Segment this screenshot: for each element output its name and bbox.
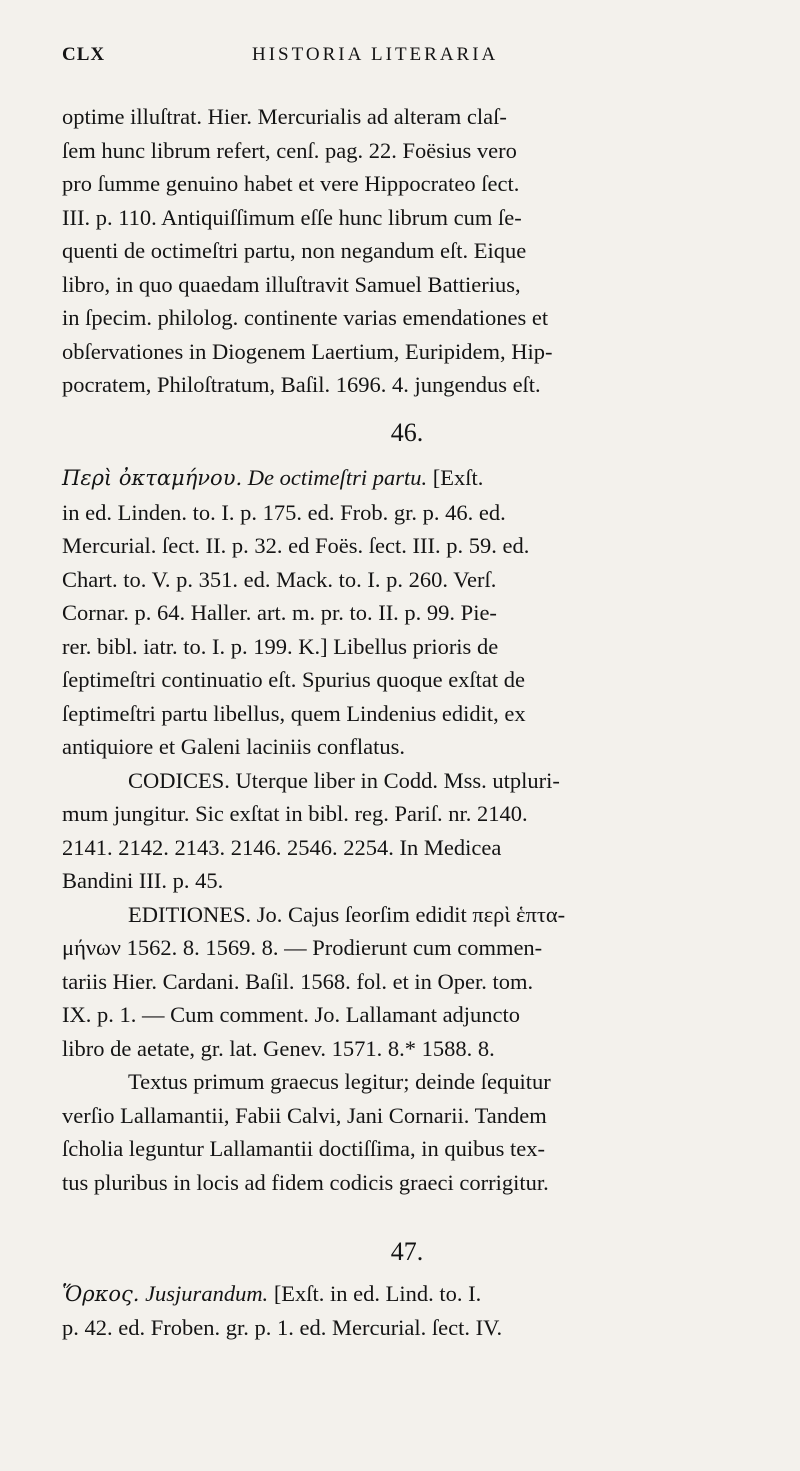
- text-line: libro de aetate, gr. lat. Genev. 1571. 8.* 1588. 8.: [62, 1035, 495, 1061]
- text-line: antiquiore et Galeni laciniis conflatus.: [62, 734, 406, 759]
- text-line: pro ſumme genuino habet et vere Hippocrateo ſect.: [62, 171, 520, 196]
- text-line: tus pluribus in locis ad fidem codicis graeci corrigitur.: [62, 1169, 549, 1195]
- text-line: IX. p. 1. — Cum comment. Jo. Lallamant adjuncto: [62, 1002, 521, 1027]
- entry-heading-line: [62, 461, 752, 496]
- section-47-entry: [62, 1277, 752, 1345]
- running-head: [62, 44, 752, 74]
- text-line: quenti de octimeſtri partu, non negandum eſt. Eique: [62, 238, 527, 263]
- text-line: rer. bibl. iatr. to. I. p. 199. K.] Libellus prioris de: [62, 633, 499, 659]
- text-line: [Exſt.: [432, 465, 484, 490]
- text-line: ſeptimeſtri continuatio eſt. Spurius quoque exſtat de: [62, 667, 526, 692]
- greek-title: Περὶ ὀκταμήνου.: [62, 466, 243, 490]
- text-line: verſio Lallamantii, Fabii Calvi, Jani Cornarii. Tandem: [62, 1102, 547, 1128]
- text-line: Bandini III. p. 45.: [62, 868, 224, 893]
- text-line: pocratem, Philoſtratum, Baſil. 1696. 4. jungendus eſt.: [62, 372, 541, 397]
- latin-title: Jusjurandum.: [145, 1280, 269, 1306]
- text-line: CODICES. Uterque liber in Codd. Mss. utpluri-: [128, 767, 560, 793]
- text-line: Cornar. p. 64. Haller. art. m. pr. to. II. p. 99. Pie-: [62, 600, 497, 625]
- section-number-46: 46.: [390, 417, 424, 447]
- latin-title: De octimeſtri partu.: [247, 465, 428, 490]
- text-line: III. p. 110. Antiquiſſimum eſſe hunc librum cum ſe-: [62, 204, 522, 230]
- text-line: libro, in quo quaedam illuſtravit Samuel Battierius,: [62, 271, 521, 297]
- text-line: EDITIONES. Jo. Cajus ſeorſim edidit περὶ ἑπτα-: [128, 901, 566, 927]
- text-line: p. 42. ed. Froben. gr. p. 1. ed. Mercurial. ſect. IV.: [62, 1315, 503, 1340]
- text-line: ſcholia leguntur Lallamantii doctiſſima, in quibus tex-: [62, 1136, 546, 1161]
- text-line: 2141. 2142. 2143. 2146. 2546. 2254. In Medicea: [62, 834, 502, 860]
- codices-paragraph: [62, 764, 752, 898]
- section-46-entry: [62, 461, 752, 764]
- text-line: in ſpecim. philolog. continente varias emendationes et: [62, 305, 549, 330]
- body-text: [62, 100, 752, 1345]
- textus-paragraph: [62, 1065, 752, 1199]
- text-line: tariis Hier. Cardani. Baſil. 1568. fol. et in Oper. tom.: [62, 968, 534, 994]
- section-number-47: 47.: [390, 1237, 424, 1266]
- text-line: μήνων 1562. 8. 1569. 8. — Prodierunt cum commen-: [62, 935, 543, 960]
- paragraph-1: [62, 100, 752, 402]
- greek-title: Ὅρκος.: [62, 1281, 140, 1306]
- entry-heading-line: [62, 1277, 752, 1312]
- running-title: HISTORIA LITERARIA: [252, 44, 499, 65]
- page-folio: CLX: [62, 44, 106, 65]
- text-line: mum jungitur. Sic exſtat in bibl. reg. Pariſ. nr. 2140.: [62, 801, 528, 826]
- text-line: ſeptimeſtri partu libellus, quem Lindenius edidit, ex: [62, 700, 526, 726]
- text-line: Textus primum graecus legitur; deinde ſequitur: [128, 1069, 551, 1094]
- text-line: [Exſt. in ed. Lind. to. I.: [273, 1280, 482, 1306]
- text-line: obſervationes in Diogenem Laertium, Euripidem, Hip-: [62, 338, 553, 364]
- editiones-paragraph: [62, 898, 752, 1066]
- text-line: Mercurial. ſect. II. p. 32. ed Foës. ſect. III. p. 59. ed.: [62, 533, 530, 558]
- text-line: in ed. Linden. to. I. p. 175. ed. Frob. gr. p. 46. ed.: [62, 499, 506, 525]
- text-line: optime illuſtrat. Hier. Mercurialis ad alteram claſ-: [62, 104, 507, 129]
- text-line: Chart. to. V. p. 351. ed. Mack. to. I. p. 260. Verſ.: [62, 566, 497, 592]
- text-line: ſem hunc librum refert, cenſ. pag. 22. Foësius vero: [62, 137, 517, 163]
